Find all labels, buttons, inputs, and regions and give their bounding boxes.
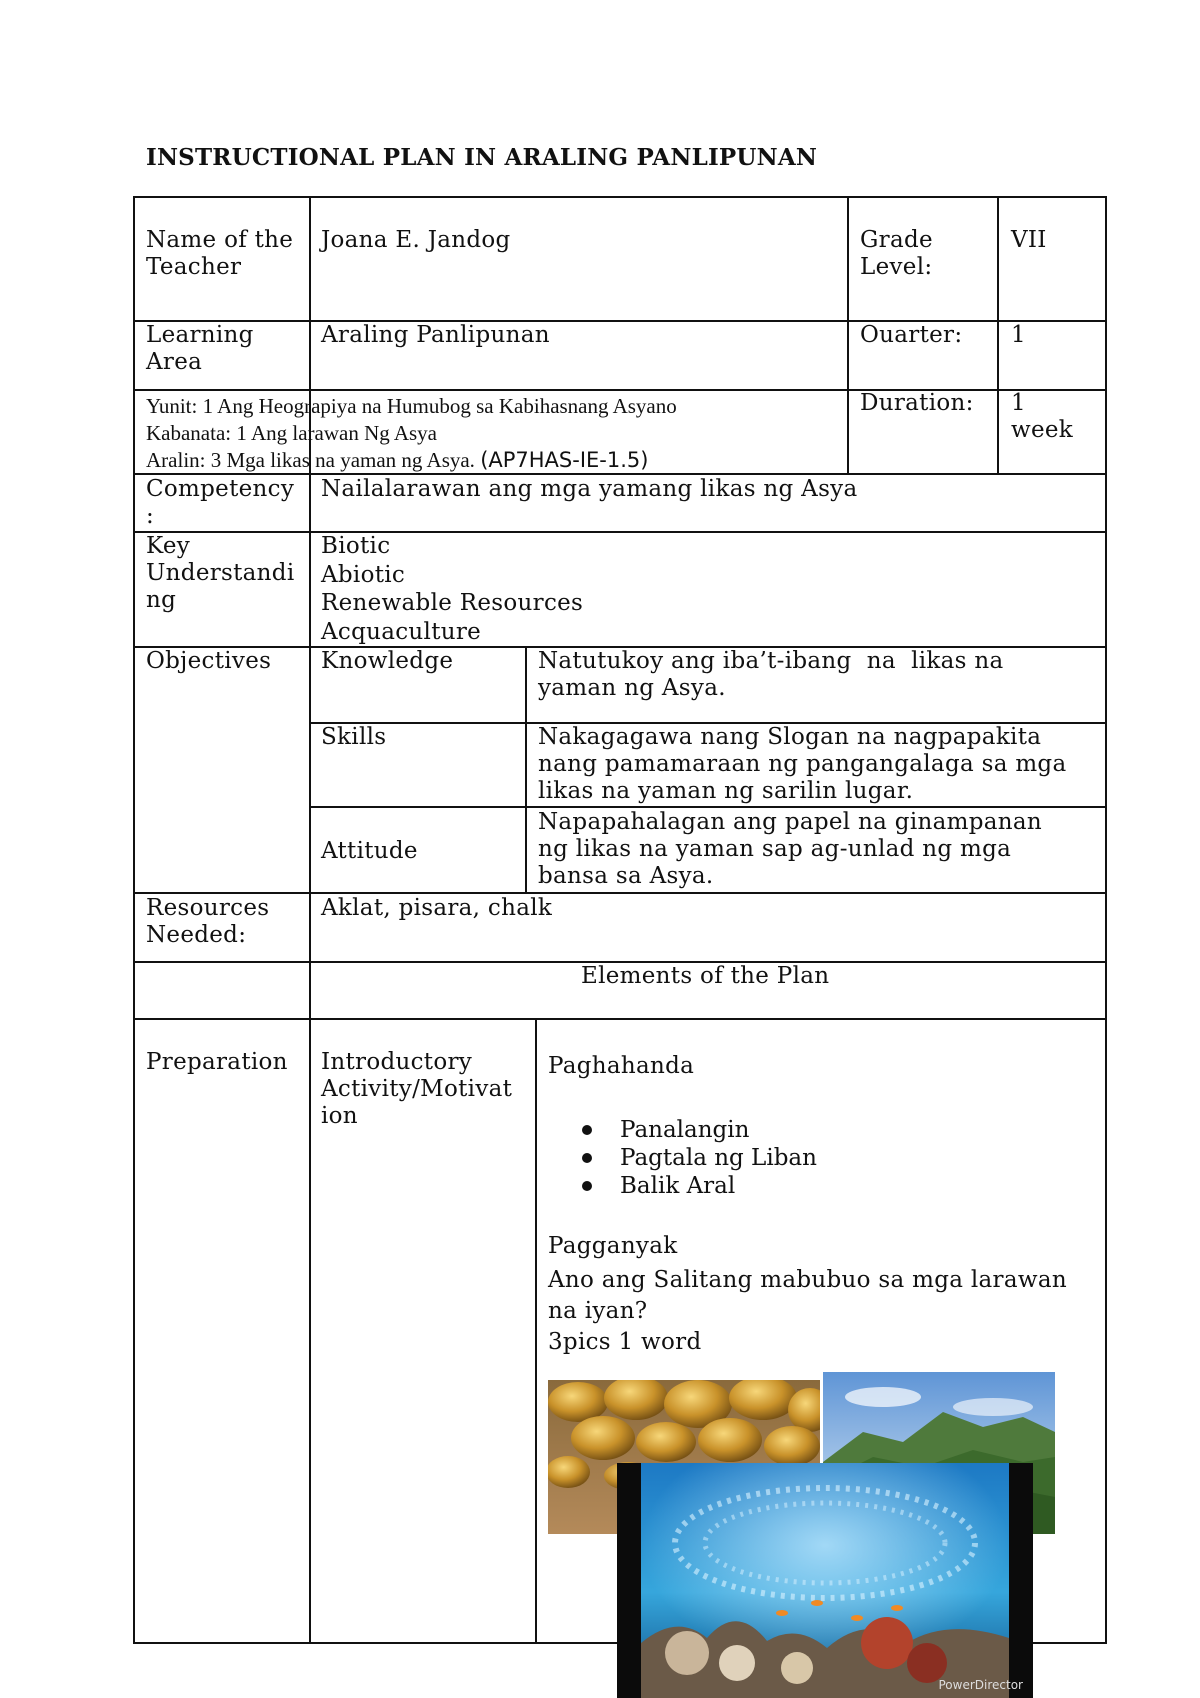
competency-code: (AP7HAS-IE-1.5) [480,448,649,472]
competency-label: Competency : [146,476,295,529]
competency-value: Nailalarawan ang mga yamang likas ng Asya [321,476,858,502]
column-divider [525,646,527,894]
lesson-text: Aralin: 3 Mga likas na yaman ng Asya. [146,448,481,472]
column-divider [997,196,999,475]
learning-area-label: Learning Area [146,322,254,375]
game-title: 3pics 1 word [548,1329,702,1355]
key-understanding-item: Biotic [321,533,391,559]
row-divider [133,1018,1107,1020]
bullet-icon [582,1181,592,1191]
resources-label: Resources Needed: [146,895,270,948]
page-title: INSTRUCTIONAL PLAN IN ARALING PANLIPUNAN [146,144,818,171]
row-divider [133,892,1107,894]
quarter-label: Ouarter: [860,322,963,348]
pagganyak-question: Ano ang Salitang mabubuo sa mga larawan na iyan? [548,1267,1067,1324]
pagganyak-heading: Pagganyak [548,1233,678,1259]
skills-value: Nakagagawa nang Slogan na nagpapakita nang pamamaraan ng pangangalaga sa mga likas na yaman ng sarilin lugar. [538,724,1067,804]
skills-label: Skills [321,724,387,750]
knowledge-value: Natutukoy ang iba’t-ibang na likas na yaman ng Asya. [538,648,1004,701]
column-divider [535,1018,537,1644]
knowledge-label: Knowledge [321,648,454,674]
table-border-top [133,196,1107,198]
chapter-line: Kabanata: 1 Ang larawan Ng Asya [146,421,437,445]
teacher-label: Name of the Teacher [146,227,294,280]
quarter-value: 1 [1011,322,1026,348]
resources-value: Aklat, pisara, chalk [321,895,553,921]
list-item-text: Panalangin [620,1117,750,1143]
preparation-bullet-list [620,1116,817,1200]
introductory-activity-label: Introductory Activity/Motivat ion [321,1049,513,1129]
attitude-label: Attitude [321,838,418,864]
grade-level-value: VII [1011,227,1047,253]
key-understanding-item: Acquaculture [321,619,482,645]
bullet-icon [582,1125,592,1135]
table-border-right [1105,196,1107,1644]
learning-area-value: Araling Panlipunan [321,322,550,348]
duration-value: 1 week [1011,390,1074,443]
key-understanding-item: Abiotic [321,562,406,588]
unit-line: Yunit: 1 Ang Heograpiya na Humubog sa Kabihasnang Asyano [146,394,677,418]
coral-reef-image [617,1463,1033,1698]
key-understanding-item: Renewable Resources [321,590,584,616]
key-understanding-label: Key Understandi ng [146,533,295,613]
bullet-icon [582,1153,592,1163]
list-item-text: Pagtala ng Liban [620,1145,817,1171]
list-item [620,1172,817,1200]
list-item [620,1116,817,1144]
attitude-value: Napapahalagan ang papel na ginampanan ng likas na yaman sap ag-unlad ng mga bansa sa Asya. [538,809,1042,889]
teacher-name: Joana E. Jandog [321,227,511,253]
objectives-label: Objectives [146,648,272,674]
lesson-line [146,447,648,474]
grade-level-label: Grade Level: [860,227,933,280]
paghahanda-heading: Paghahanda [548,1053,695,1079]
list-item [620,1144,817,1172]
table-border-left [133,196,135,1644]
row-divider [309,806,1107,808]
preparation-label: Preparation [146,1049,288,1075]
list-item-text: Balik Aral [620,1173,736,1199]
video-watermark: PowerDirector [938,1678,1023,1692]
elements-header: Elements of the Plan [581,963,830,989]
duration-label: Duration: [860,390,974,416]
column-divider [847,196,849,475]
